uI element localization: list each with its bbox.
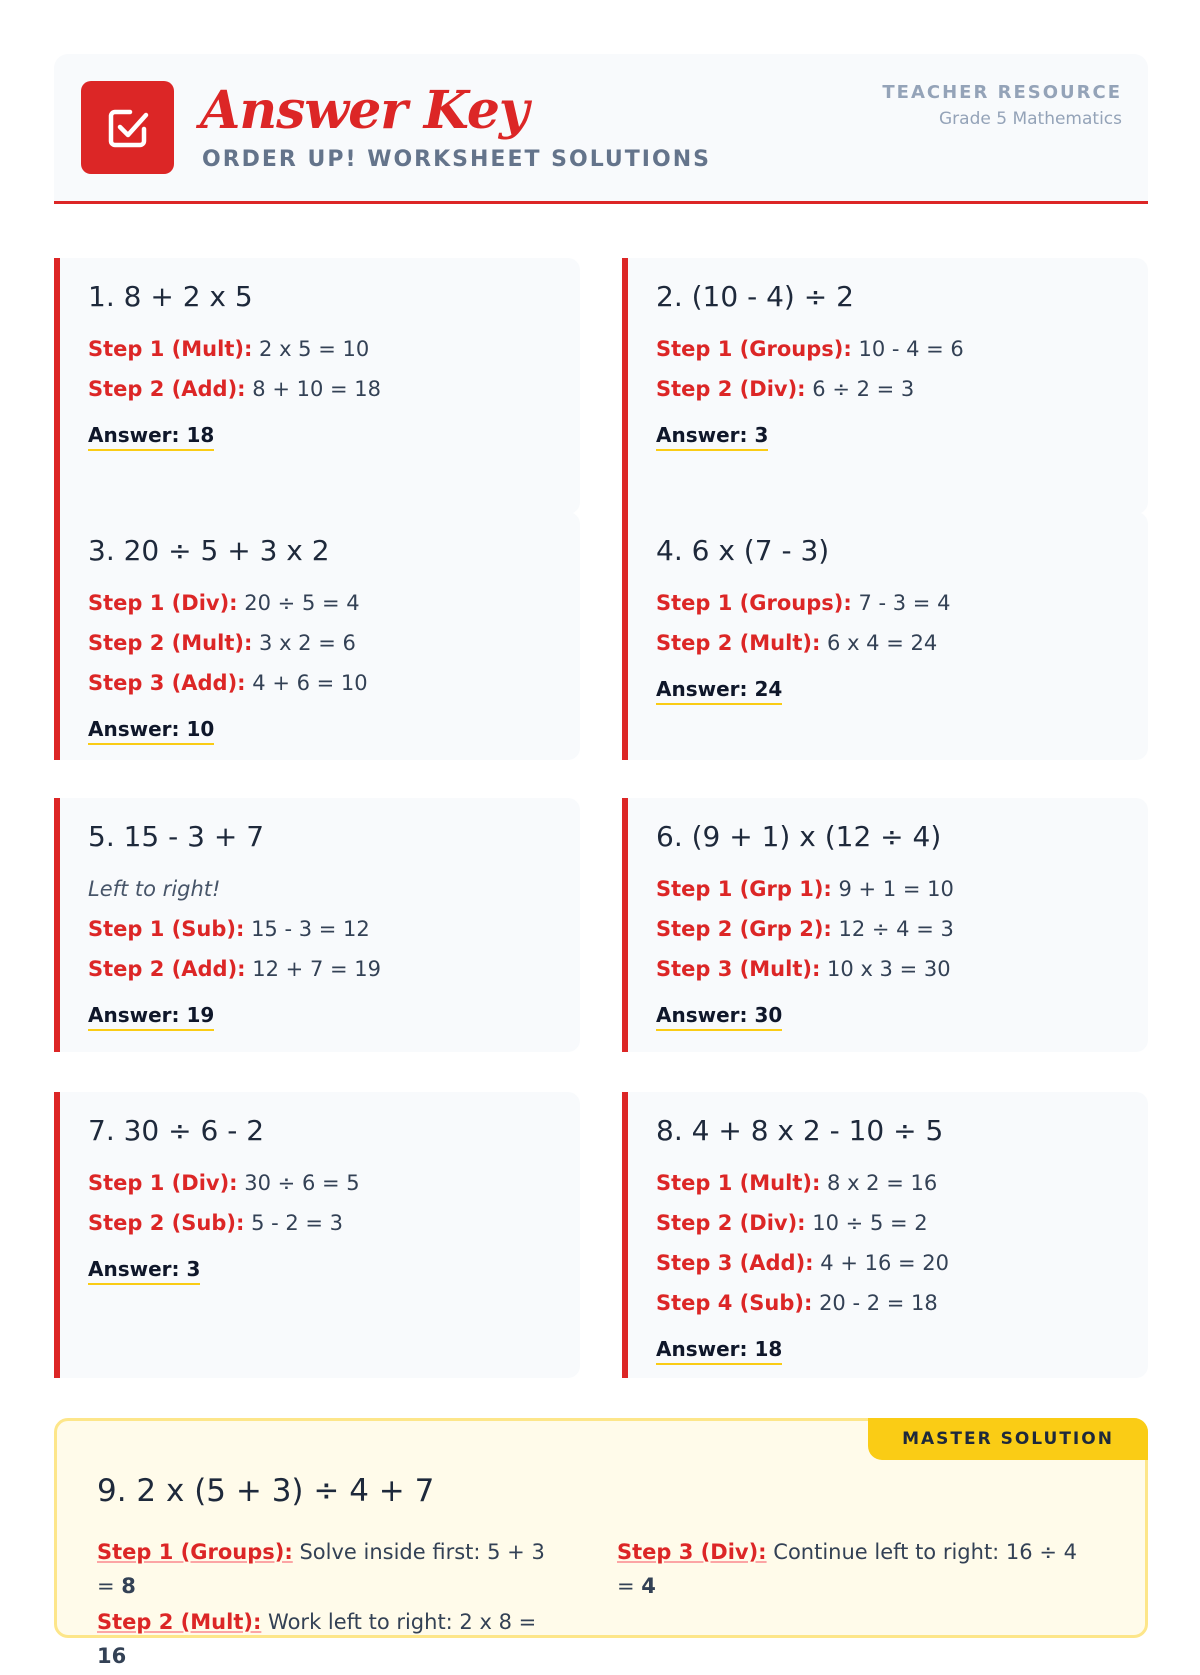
step-label: Step 1 (Sub): [88, 917, 245, 941]
step-label: Step 3 (Add): [88, 671, 246, 695]
step-label: Step 2 (Mult): [88, 631, 253, 655]
problem-card [622, 258, 1148, 514]
step-label: Step 2 (Div): [656, 1211, 806, 1235]
step-label: Step 1 (Div): [88, 1171, 238, 1195]
solution-step [656, 949, 1148, 989]
step-label: Step 1 (Groups): [97, 1540, 293, 1564]
step-work: 10 ÷ 5 = 2 [812, 1211, 928, 1235]
problem-card [54, 512, 580, 760]
step-work: 20 - 2 = 18 [819, 1291, 938, 1315]
checkbox-icon [81, 81, 174, 174]
step-label: Step 2 (Add): [88, 377, 246, 401]
step-work: 6 x 4 = 24 [827, 631, 938, 655]
master-problem-expression: 9. 2 x (5 + 3) ÷ 4 + 7 [97, 1473, 435, 1509]
step-work: Continue left to right: 16 ÷ 4 = [617, 1540, 1077, 1598]
problem-answer: Answer: 3 [88, 1255, 200, 1285]
step-label: Step 3 (Mult): [656, 957, 821, 981]
step-work: 10 - 4 = 6 [858, 337, 964, 361]
step-label: Step 1 (Mult): [656, 1171, 821, 1195]
problem-answer: Answer: 24 [656, 675, 782, 705]
solution-step [656, 329, 1148, 369]
solution-step [88, 1203, 580, 1243]
step-label: Step 2 (Mult): [97, 1610, 262, 1634]
solution-step [88, 583, 580, 623]
problem-answer: Answer: 18 [88, 421, 214, 451]
problem-card [54, 798, 580, 1052]
problem-expression: 1. 8 + 2 x 5 [88, 280, 253, 313]
master-steps-right [617, 1535, 1087, 1605]
step-work: 3 x 2 = 6 [259, 631, 356, 655]
step-work: 20 ÷ 5 = 4 [244, 591, 360, 615]
step-label: Step 2 (Mult): [656, 631, 821, 655]
step-work: 9 + 1 = 10 [838, 877, 954, 901]
step-result: 4 [641, 1574, 656, 1598]
step-label: Step 1 (Div): [88, 591, 238, 615]
master-solution-badge: MASTER SOLUTION [868, 1418, 1148, 1460]
solution-step [656, 909, 1148, 949]
step-work: 10 x 3 = 30 [827, 957, 951, 981]
problem-expression: 4. 6 x (7 - 3) [656, 534, 830, 567]
step-work: 5 - 2 = 3 [251, 1211, 344, 1235]
solution-step [656, 623, 1148, 663]
solution-step [656, 1163, 1148, 1203]
problem-expression: 6. (9 + 1) x (12 ÷ 4) [656, 820, 942, 853]
step-label: Step 2 (Sub): [88, 1211, 245, 1235]
problem-answer: Answer: 30 [656, 1001, 782, 1031]
step-work: 6 ÷ 2 = 3 [812, 377, 915, 401]
problem-answer: Answer: 19 [88, 1001, 214, 1031]
problem-card [622, 798, 1148, 1052]
step-result: 8 [121, 1574, 136, 1598]
solution-step [88, 949, 580, 989]
step-label: Step 2 (Add): [88, 957, 246, 981]
page-subtitle: ORDER UP! WORKSHEET SOLUTIONS [202, 147, 711, 172]
step-label: Step 1 (Groups): [656, 337, 852, 361]
solution-step [656, 1243, 1148, 1283]
step-label: Step 3 (Add): [656, 1251, 814, 1275]
solution-step [88, 909, 580, 949]
problem-card [54, 1092, 580, 1378]
solution-step [656, 583, 1148, 623]
step-work: 4 + 16 = 20 [820, 1251, 949, 1275]
step-work: Work left to right: 2 x 8 = [268, 1610, 537, 1634]
page-title: Answer Key [200, 80, 529, 141]
solution-step [656, 369, 1148, 409]
step-result: 16 [97, 1644, 127, 1668]
step-work: 15 - 3 = 12 [251, 917, 370, 941]
step-label: Step 1 (Grp 1): [656, 877, 832, 901]
problem-expression: 5. 15 - 3 + 7 [88, 820, 265, 853]
step-work: 12 + 7 = 19 [252, 957, 381, 981]
solution-step [88, 369, 580, 409]
grade-label: Grade 5 Mathematics [938, 109, 1122, 129]
master-step [97, 1535, 567, 1603]
master-step [617, 1535, 1087, 1603]
problem-expression: 7. 30 ÷ 6 - 2 [88, 1114, 265, 1147]
step-work: 2 x 5 = 10 [259, 337, 370, 361]
step-label: Step 1 (Groups): [656, 591, 852, 615]
step-work: 4 + 6 = 10 [252, 671, 368, 695]
step-label: Step 3 (Div): [617, 1540, 767, 1564]
resource-label: TEACHER RESOURCE [882, 82, 1122, 103]
problem-expression: 2. (10 - 4) ÷ 2 [656, 280, 854, 313]
step-work: 8 x 2 = 16 [827, 1171, 938, 1195]
master-solution-card [54, 1418, 1148, 1668]
problem-card [54, 258, 580, 514]
master-steps-left [97, 1535, 567, 1675]
problem-answer: Answer: 10 [88, 715, 214, 745]
solution-step [88, 663, 580, 703]
problem-expression: 3. 20 ÷ 5 + 3 x 2 [88, 534, 330, 567]
solution-step [656, 869, 1148, 909]
step-work: Solve inside first: 5 + 3 = [97, 1540, 545, 1598]
step-label: Step 2 (Grp 2): [656, 917, 832, 941]
step-label: Step 4 (Sub): [656, 1291, 813, 1315]
problem-card [622, 1092, 1148, 1378]
solution-step [656, 1283, 1148, 1323]
solution-step [88, 329, 580, 369]
solution-step [88, 1163, 580, 1203]
step-work: 8 + 10 = 18 [252, 377, 381, 401]
solution-step [88, 623, 580, 663]
solution-step [656, 1203, 1148, 1243]
problem-answer: Answer: 18 [656, 1335, 782, 1365]
step-work: 30 ÷ 6 = 5 [244, 1171, 360, 1195]
step-label: Step 2 (Div): [656, 377, 806, 401]
problem-answer: Answer: 3 [656, 421, 768, 451]
problem-expression: 8. 4 + 8 x 2 - 10 ÷ 5 [656, 1114, 944, 1147]
resource-meta [882, 82, 1122, 134]
answer-key-header [54, 54, 1148, 204]
step-work: 7 - 3 = 4 [858, 591, 951, 615]
step-label: Step 1 (Mult): [88, 337, 253, 361]
master-step [97, 1605, 567, 1673]
step-work: 12 ÷ 4 = 3 [838, 917, 954, 941]
problem-note: Left to right! [88, 877, 221, 901]
problem-card [622, 512, 1148, 760]
